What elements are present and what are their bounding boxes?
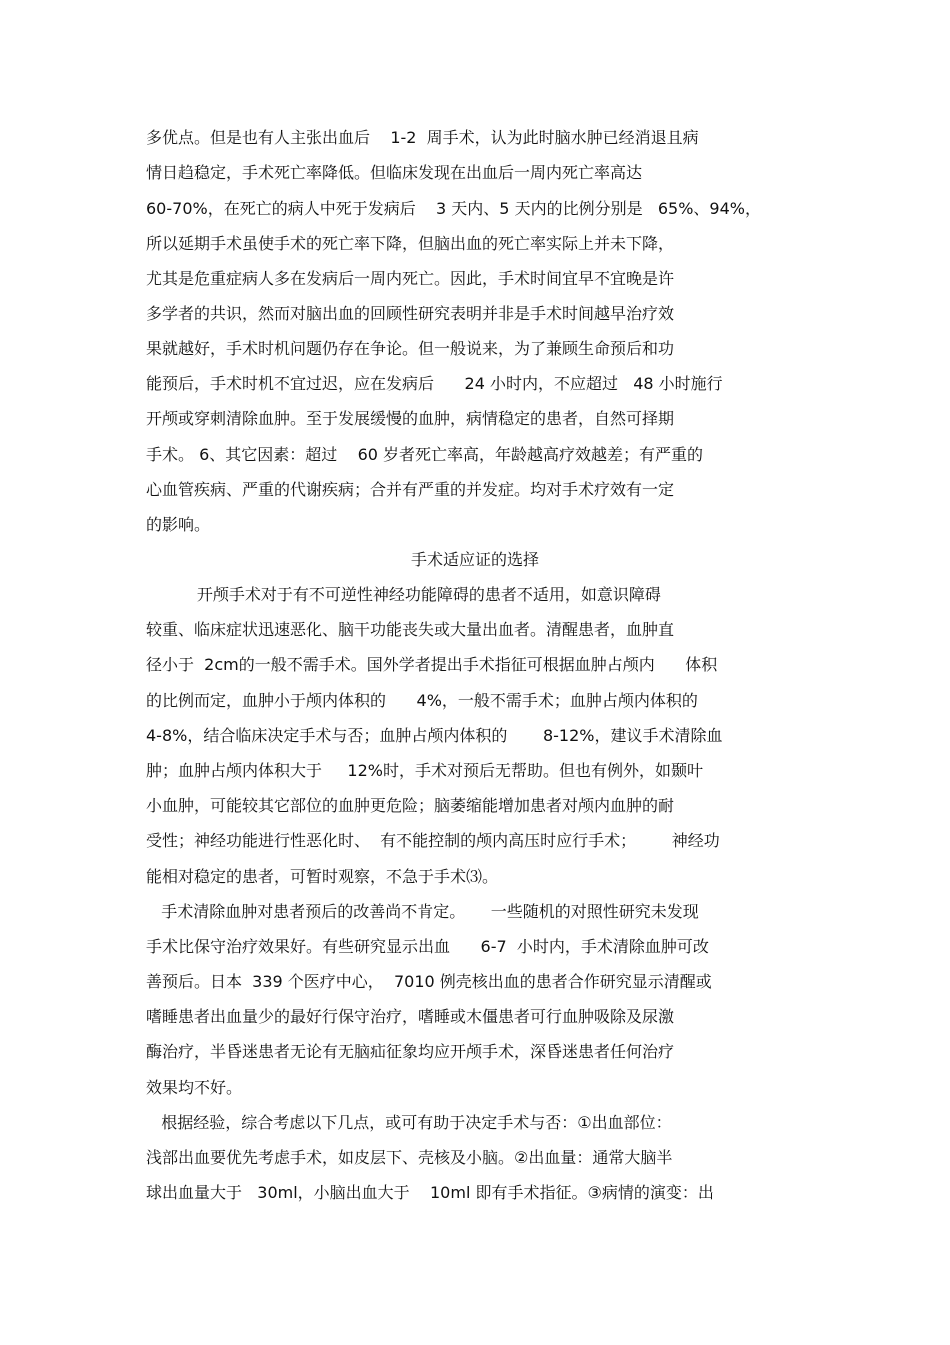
text-line: 的比例而定，血肿小于颅内体积的 4%，一般不需手术；血肿占颅内体积的 bbox=[146, 691, 698, 710]
text-line: 善预后。日本 339 个医疗中心， 7010 例壳核出血的患者合作研究显示清醒或 bbox=[146, 972, 712, 991]
text-line: 小血肿，可能较其它部位的血肿更危险；脑萎缩能增加患者对颅内血肿的耐 bbox=[146, 796, 675, 815]
text-line: 开颅手术对于有不可逆性神经功能障碍的患者不适用，如意识障碍 bbox=[146, 585, 661, 604]
text-line: 心血管疾病、严重的代谢疾病；合并有严重的并发症。均对手术疗效有一定 bbox=[146, 480, 675, 499]
text-line: 效果均不好。 bbox=[146, 1078, 243, 1097]
text-line: 嗜睡患者出血量少的最好行保守治疗，嗜睡或木僵患者可行血肿吸除及尿激 bbox=[146, 1007, 675, 1026]
text-line: 4-8%，结合临床决定手术与否；血肿占颅内体积的 8-12%，建议手术清除血 bbox=[146, 726, 723, 745]
text-line: 所以延期手术虽使手术的死亡率下降，但脑出血的死亡率实际上并未下降， bbox=[146, 234, 675, 253]
text-line: 多学者的共识，然而对脑出血的回顾性研究表明并非是手术时间越早治疗效 bbox=[146, 304, 675, 323]
text-line: 能相对稳定的患者，可暂时观察，不急于手术⑶。 bbox=[146, 867, 499, 886]
text-line: 果就越好，手术时机问题仍存在争论。但一般说来，为了兼顾生命预后和功 bbox=[146, 339, 675, 358]
text-line: 手术。 6、其它因素：超过 60 岁者死亡率高，年龄越高疗效越差；有严重的 bbox=[146, 445, 704, 464]
text-line: 受性；神经功能进行性恶化时、 有不能控制的颅内高压时应行手术； 神经功 bbox=[146, 831, 720, 850]
text-line: 球出血量大于 30ml，小脑出血大于 10ml 即有手术指征。③病情的演变：出 bbox=[146, 1183, 714, 1202]
text-line: 浅部出血要优先考虑手术，如皮层下、壳核及小脑。②出血量：通常大脑半 bbox=[146, 1148, 673, 1167]
text-line: 径小于 2cm的一般不需手术。国外学者提出手术指征可根据血肿占颅内 体积 bbox=[146, 655, 718, 674]
section-heading: 手术适应证的选择 bbox=[410, 550, 539, 569]
text-line: 手术比保守治疗效果好。有些研究显示出血 6-7 小时内，手术清除血肿可改 bbox=[146, 937, 709, 956]
text-line: 能预后，手术时机不宜过迟，应在发病后 24 小时内，不应超过 48 小时施行 bbox=[146, 374, 723, 393]
text-line: 酶治疗，半昏迷患者无论有无脑疝征象均应开颅手术，深昏迷患者任何治疗 bbox=[146, 1042, 675, 1061]
text-line: 情日趋稳定，手术死亡率降低。但临床发现在出血后一周内死亡率高达 bbox=[146, 163, 643, 182]
text-line: 多优点。但是也有人主张出血后 1-2 周手术，认为此时脑水肿已经消退且病 bbox=[146, 128, 699, 147]
text-line: 60-70%，在死亡的病人中死于发病后 3 天内、5 天内的比例分别是 65%、94%， bbox=[146, 199, 761, 218]
text-line: 根据经验，综合考虑以下几点，或可有助于决定手术与否：①出血部位： bbox=[146, 1113, 672, 1132]
text-line: 手术清除血肿对患者预后的改善尚不肯定。 一些随机的对照性研究未发现 bbox=[146, 902, 699, 921]
text-line: 肿；血肿占颅内体积大于 12%时，手术对预后无帮助。但也有例外，如颞叶 bbox=[146, 761, 703, 780]
text-line: 的影响。 bbox=[146, 515, 211, 534]
text-line: 尤其是危重症病人多在发病后一周内死亡。因此，手术时间宜早不宜晚是许 bbox=[146, 269, 675, 288]
text-line: 开颅或穿刺清除血肿。至于发展缓慢的血肿，病情稳定的患者，自然可择期 bbox=[146, 409, 675, 428]
text-line: 较重、临床症状迅速恶化、脑干功能丧失或大量出血者。清醒患者，血肿直 bbox=[146, 620, 675, 639]
